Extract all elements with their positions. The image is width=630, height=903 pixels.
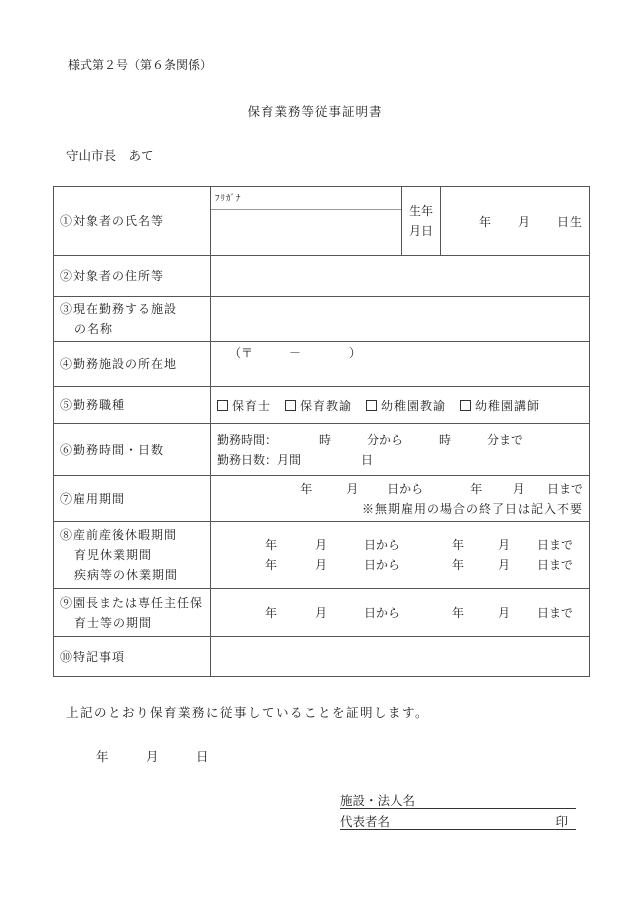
period-year-to: 年 — [451, 558, 464, 572]
certificate-table — [53, 186, 590, 677]
period-year-to: 年 — [470, 481, 483, 496]
employment-note: ※無期雇用の場合の終了日は記入不要 — [361, 501, 583, 516]
job-option-hoiku-kyoyu[interactable] — [285, 397, 352, 414]
label-address: ②対象者の住所等 — [54, 256, 211, 297]
label-leave-line1: ⑧産前産後休暇期間 — [60, 528, 178, 542]
birth-label — [402, 187, 441, 256]
period-day-to: 日まで — [547, 481, 584, 496]
row-job — [54, 387, 590, 424]
employment-field[interactable] — [211, 476, 590, 522]
form-number: 様式第２号（第６条関係） — [68, 58, 213, 72]
director-period — [217, 603, 583, 623]
leave-period-2 — [217, 555, 583, 575]
location-field[interactable] — [211, 342, 590, 387]
row-address — [54, 256, 590, 297]
label-employment: ⑦雇用期間 — [54, 476, 211, 522]
label-location: ④勤務施設の所在地 — [54, 342, 211, 387]
period-day-from: 日から — [363, 558, 400, 572]
period-year-to: 年 — [451, 538, 464, 552]
birth-label-line2: 月日 — [408, 224, 433, 238]
label-leave — [54, 522, 211, 589]
birth-date-field[interactable]: 年 月 日生 — [441, 187, 590, 256]
remarks-field[interactable] — [211, 637, 590, 677]
row-remarks — [54, 637, 590, 677]
label-hours: ⑥勤務時間・日数 — [54, 424, 211, 476]
job-option-hoikushi[interactable] — [217, 397, 271, 414]
period-month-to: 月 — [497, 605, 510, 620]
period-month-from: 月 — [314, 538, 327, 552]
employment-period — [217, 479, 583, 499]
row-hours — [54, 424, 590, 476]
job-option-label: 保育士 — [232, 398, 272, 413]
label-facility — [54, 297, 211, 342]
label-facility-line2: の名称 — [74, 322, 114, 336]
checkbox-icon[interactable] — [366, 400, 377, 411]
facility-corp-name-label: 施設・法人名 — [340, 793, 416, 808]
period-month-from: 月 — [314, 558, 327, 572]
facility-corp-name-line[interactable] — [340, 791, 576, 809]
row-location — [54, 342, 590, 387]
label-director — [54, 589, 211, 637]
address-field[interactable] — [211, 256, 590, 297]
period-day-to: 日まで — [536, 538, 573, 552]
period-month-to: 月 — [497, 558, 510, 572]
row-employment — [54, 476, 590, 522]
period-day-to: 日まで — [536, 605, 573, 620]
period-year-from: 年 — [300, 481, 313, 496]
job-option-label: 保育教諭 — [300, 398, 353, 413]
birth-label-line1: 生年 — [408, 204, 433, 218]
row-facility — [54, 297, 590, 342]
period-year-to: 年 — [451, 605, 464, 620]
label-job: ⑤勤務職種 — [54, 387, 211, 424]
addressee: 守山市長 あて — [66, 148, 154, 163]
furigana-label: ﾌﾘｶﾞﾅ — [215, 194, 242, 204]
name-field[interactable] — [211, 187, 402, 256]
period-month-from: 月 — [346, 481, 359, 496]
director-field[interactable] — [211, 589, 590, 637]
job-option-label: 幼稚園教諭 — [381, 398, 447, 413]
label-director-line1: ⑨園長または専任主任保 — [60, 595, 204, 610]
document-title: 保育業務等従事証明書 — [247, 104, 383, 119]
row-name — [54, 187, 590, 256]
period-year-from: 年 — [264, 558, 277, 572]
row-leave — [54, 522, 590, 589]
period-month-from: 月 — [314, 605, 327, 620]
certification-statement: 上記のとおり保育業務に従事していることを証明します。 — [66, 705, 430, 720]
period-day-to: 日まで — [536, 558, 573, 572]
days-line: 勤務日数：月間 日 — [217, 452, 374, 467]
leave-field[interactable] — [211, 522, 590, 589]
facility-name-field[interactable] — [211, 297, 590, 342]
job-option-youchien-kyoyu[interactable] — [366, 397, 446, 414]
period-day-from: 日から — [363, 538, 400, 552]
seal-mark: 印 — [555, 814, 568, 829]
leave-period-1 — [217, 535, 583, 555]
period-day-from: 日から — [387, 481, 424, 496]
hours-field[interactable] — [211, 424, 590, 476]
checkbox-icon[interactable] — [285, 400, 296, 411]
checkbox-icon[interactable] — [460, 400, 471, 411]
zip-template: （〒 － ） — [229, 346, 362, 360]
label-remarks: ⑩特記事項 — [54, 637, 211, 677]
label-name: ①対象者の氏名等 — [54, 187, 211, 256]
job-option-youchien-koushi[interactable] — [460, 397, 540, 414]
period-month-to: 月 — [497, 538, 510, 552]
label-leave-line3: 疾病等の休業期間 — [74, 568, 179, 582]
period-year-from: 年 — [264, 605, 277, 620]
label-director-line2: 育士等の期間 — [74, 615, 153, 630]
period-year-from: 年 — [264, 538, 277, 552]
furigana-field[interactable] — [211, 187, 401, 210]
job-option-label: 幼稚園講師 — [475, 398, 541, 413]
period-day-from: 日から — [363, 605, 400, 620]
representative-label: 代表者名 — [340, 814, 391, 829]
hours-line: 勤務時間： 時 分から 時 分まで — [217, 432, 524, 447]
checkbox-icon[interactable] — [217, 400, 228, 411]
label-leave-line2: 育児休業期間 — [74, 548, 153, 562]
certification-date[interactable]: 年 月 日 — [96, 749, 209, 764]
period-month-to: 月 — [512, 481, 525, 496]
row-director — [54, 589, 590, 637]
label-facility-line1: ③現在勤務する施設 — [60, 302, 178, 316]
job-options — [211, 387, 590, 424]
representative-line[interactable] — [340, 812, 576, 830]
